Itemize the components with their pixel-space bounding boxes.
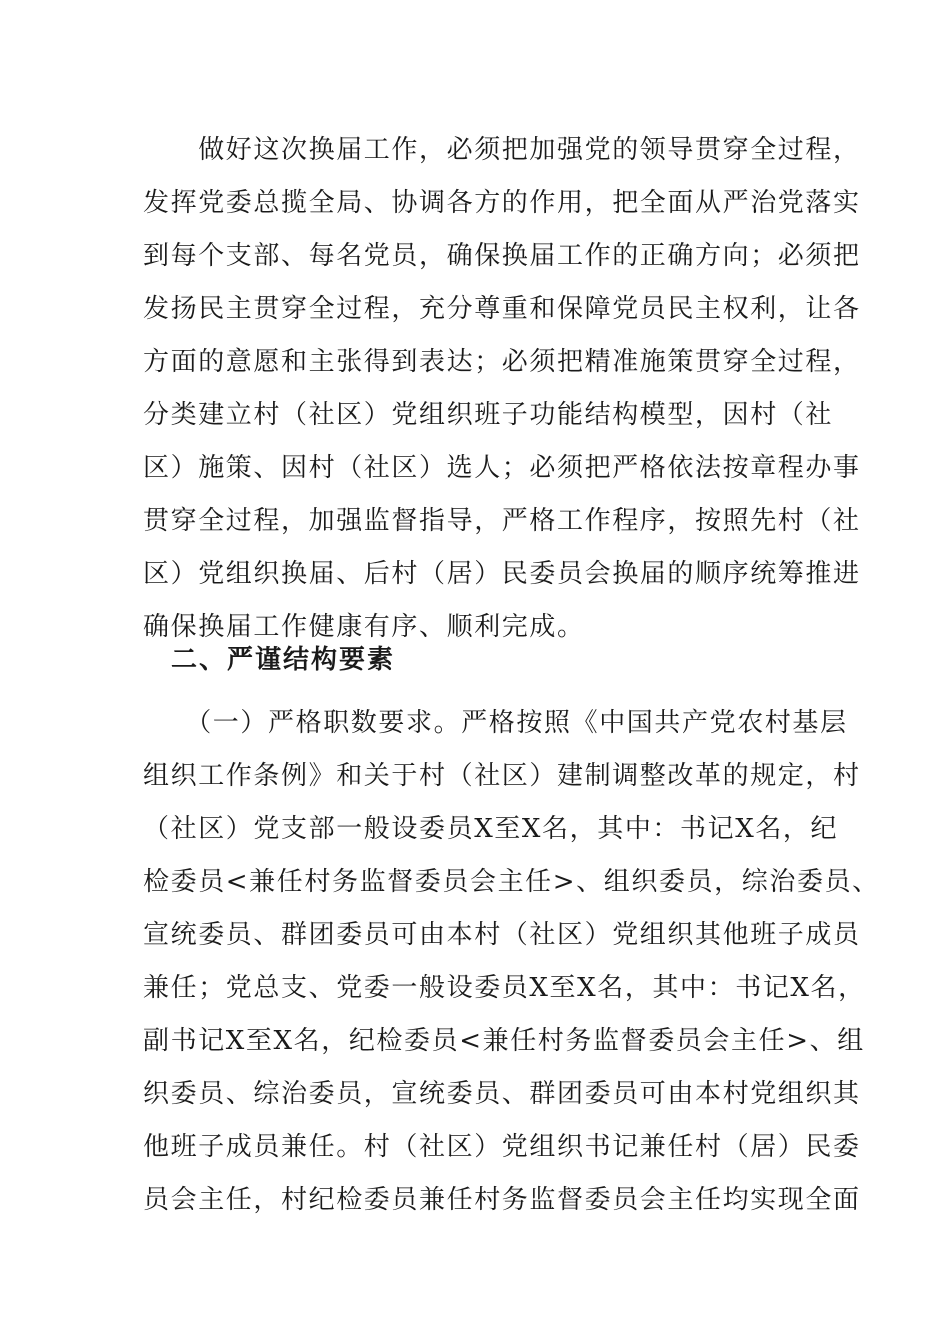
section-heading-text: 二、严谨结构要素 xyxy=(143,645,396,675)
paragraph-line: （社区）党支部一般设委员X至X名，其中：书记X名，纪 xyxy=(143,814,839,844)
section-heading xyxy=(143,634,823,687)
paragraph-line: 方面的意愿和主张得到表达；必须把精准施策贯穿全过程， xyxy=(143,347,861,377)
paragraph-line: 贯穿全过程，加强监督指导，严格工作程序，按照先村（社 xyxy=(143,506,861,536)
paragraph-line: 检委员<兼任村务监督委员会主任>、组织委员，综治委员、 xyxy=(143,867,880,897)
paragraph-2 xyxy=(143,697,880,1227)
paragraph-line: 织委员、综治委员，宣统委员、群团委员可由本村党组织其 xyxy=(143,1079,861,1109)
paragraph-line: 区）党组织换届、后村（居）民委员会换届的顺序统筹推进 xyxy=(143,559,861,589)
paragraph-line: 到每个支部、每名党员，确保换届工作的正确方向；必须把 xyxy=(143,241,861,271)
paragraph-line: 分类建立村（社区）党组织班子功能结构模型，因村（社 xyxy=(143,400,834,430)
paragraph-line: 副书记X至X名，纪检委员<兼任村务监督委员会主任>、组 xyxy=(143,1026,865,1056)
paragraph-line: 兼任；党总支、党委一般设委员X至X名，其中：书记X名， xyxy=(143,973,866,1003)
paragraph-line: 区）施策、因村（社区）选人；必须把严格依法按章程办事 xyxy=(143,453,861,483)
paragraph-line: 发扬民主贯穿全过程，充分尊重和保障党员民主权利，让各 xyxy=(143,294,861,324)
paragraph-line: 宣统委员、群团委员可由本村（社区）党组织其他班子成员 xyxy=(143,920,861,950)
paragraph-1 xyxy=(143,124,861,654)
paragraph-line: 确保换届工作健康有序、顺利完成。 xyxy=(143,612,585,642)
paragraph-line: 员会主任，村纪检委员兼任村务监督委员会主任均实现全面 xyxy=(143,1185,861,1215)
paragraph-line: 他班子成员兼任。村（社区）党组织书记兼任村（居）民委 xyxy=(143,1132,861,1162)
paragraph-line: 做好这次换届工作，必须把加强党的领导贯穿全过程， xyxy=(143,135,861,165)
paragraph-line: 发挥党委总揽全局、协调各方的作用，把全面从严治党落实 xyxy=(143,188,861,218)
paragraph-line: 组织工作条例》和关于村（社区）建制调整改革的规定，村 xyxy=(143,761,861,791)
paragraph-line: （一）严格职数要求。严格按照《中国共产党农村基层 xyxy=(143,708,848,738)
